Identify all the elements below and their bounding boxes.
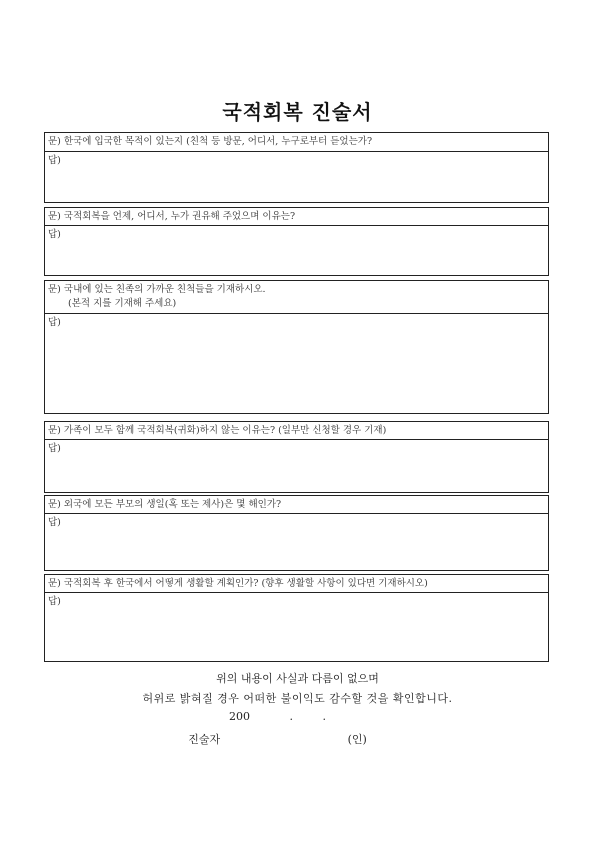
question-block-4 bbox=[44, 421, 549, 493]
question-block-2 bbox=[44, 207, 549, 276]
date-line bbox=[0, 710, 595, 723]
answer-field[interactable] bbox=[45, 314, 548, 413]
signature-line bbox=[0, 731, 595, 747]
seal-label: (인) bbox=[347, 733, 367, 746]
question-text: 문) 국적회복을 언제, 어디서, 누가 권유해 주었으며 이유는? bbox=[45, 208, 548, 226]
answer-label: 답) bbox=[48, 155, 61, 166]
page-title: 국적회복 진술서 bbox=[222, 100, 373, 124]
answer-label: 답) bbox=[48, 517, 61, 528]
answer-field[interactable] bbox=[45, 152, 548, 202]
confirmation-line-1: 위의 내용이 사실과 다름이 없으며 bbox=[216, 672, 379, 685]
answer-field[interactable] bbox=[45, 226, 548, 275]
question-block-6 bbox=[44, 574, 549, 662]
answer-label: 답) bbox=[48, 317, 61, 328]
answer-field[interactable] bbox=[45, 440, 548, 492]
question-line-1: 문) 국내에 있는 친족의 가까운 친척들을 기재하시오. bbox=[48, 284, 266, 295]
signer-label: 진술자 bbox=[188, 733, 221, 746]
date-separator: . bbox=[322, 710, 326, 723]
question-text: 문) 한국에 입국한 목적이 있는지 (친척 등 방문, 어디서, 누구로부터 듣었는가? bbox=[45, 133, 548, 152]
answer-field[interactable] bbox=[45, 514, 548, 570]
date-separator: . bbox=[289, 710, 293, 723]
answer-label: 답) bbox=[48, 229, 61, 240]
question-block-3 bbox=[44, 280, 549, 414]
question-text bbox=[45, 281, 548, 314]
question-text: 문) 가족이 모두 함께 국적회복(귀화)하지 않는 이유는? (일부만 신청할 경우 기재) bbox=[45, 422, 548, 440]
question-block-5 bbox=[44, 495, 549, 571]
question-line-2: (본적 지를 기재해 주세요) bbox=[68, 298, 177, 309]
question-text: 문) 외국에 모든 부모의 생일(혹 또는 제사)은 몇 해인가? bbox=[45, 496, 548, 514]
question-block-1 bbox=[44, 132, 549, 203]
answer-field[interactable] bbox=[45, 593, 548, 661]
question-text: 문) 국적회복 후 한국에서 어떻게 생활할 계획인가? (향후 생활할 사항이 있다면 기재하시오) bbox=[45, 575, 548, 593]
confirmation-line-2: 허위로 밝혀질 경우 어떠한 불이익도 감수할 것을 확인합니다. bbox=[142, 692, 453, 705]
date-year: 200 bbox=[229, 710, 250, 723]
answer-label: 답) bbox=[48, 596, 61, 607]
answer-label: 답) bbox=[48, 443, 61, 454]
